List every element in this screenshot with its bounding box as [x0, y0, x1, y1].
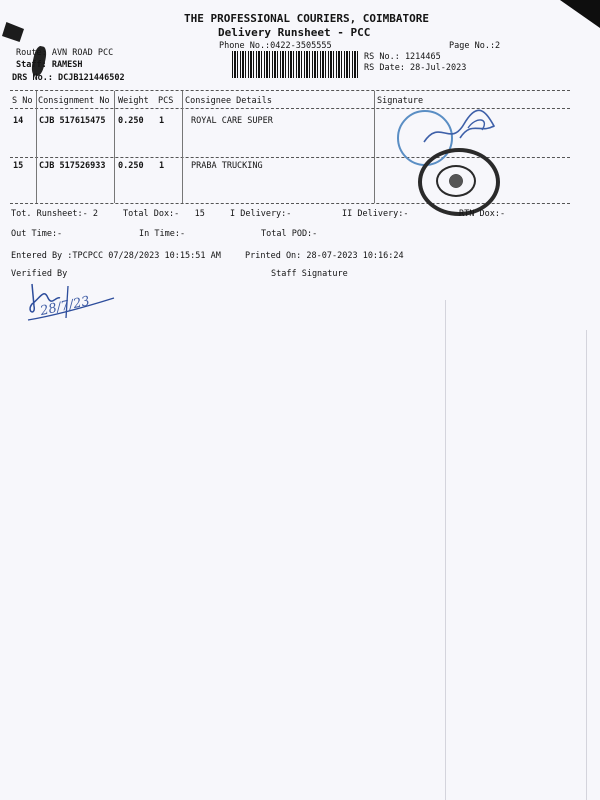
rtn-dox: RTN Dox:- [459, 209, 506, 219]
page-number: Page No.:2 [449, 41, 501, 51]
col-header-consignee: Consignee Details [185, 96, 272, 106]
out-time: Out Time:- [11, 229, 63, 239]
col-divider [374, 91, 375, 203]
row-weight: 0.250 [118, 161, 144, 171]
delivery-signature-scribble [420, 108, 500, 152]
sheet-title: Delivery Runsheet - PCC [218, 26, 371, 39]
total-dox: Total Dox:- 15 [123, 209, 205, 219]
row-pcs: 1 [159, 116, 165, 126]
col-divider [36, 91, 37, 203]
handwritten-date: 28/7/23 [38, 293, 92, 320]
i-delivery: I Delivery:- [230, 209, 292, 219]
rs-date: RS Date: 28-Jul-2023 [364, 63, 467, 73]
ii-delivery: II Delivery:- [342, 209, 409, 219]
col-header-signature: Signature [377, 96, 424, 106]
col-header-pcs: PCS [158, 96, 174, 106]
row-consignee: ROYAL CARE SUPER [191, 116, 273, 126]
in-time: In Time:- [139, 229, 186, 239]
row-consignment: CJB 517615475 [39, 116, 106, 126]
col-header-consignment: Consignment No [38, 96, 110, 106]
scan-fold-line [586, 330, 587, 800]
scan-fold-line [445, 300, 446, 800]
scan-corner-mark [560, 0, 600, 28]
row-sno: 15 [13, 161, 24, 171]
col-header-weight: Weight [118, 96, 149, 106]
verified-by-label: Verified By [11, 269, 68, 279]
row-weight: 0.250 [118, 116, 144, 126]
company-name: THE PROFESSIONAL COURIERS, COIMBATORE [184, 12, 430, 25]
row-consignee: PRABA TRUCKING [191, 161, 263, 171]
row-consignment: CJB 517526933 [39, 161, 106, 171]
ink-blot [2, 22, 24, 42]
route: Route: AVN ROAD PCC [16, 48, 114, 58]
phone-number: Phone No.:0422-3505555 [219, 41, 332, 51]
printed-on: Printed On: 28-07-2023 10:16:24 [245, 251, 404, 261]
drs-number: DRS No.: DCJB121446502 [12, 73, 125, 83]
rs-number: RS No.: 1214465 [364, 52, 441, 62]
staff-signature-label: Staff Signature [271, 269, 348, 279]
total-pod: Total POD:- [261, 229, 318, 239]
staff-name: Staff: RAMESH [16, 60, 83, 70]
col-divider [114, 91, 115, 203]
row-pcs: 1 [159, 161, 165, 171]
row-sno: 14 [13, 116, 24, 126]
seal-emblem [436, 165, 476, 197]
col-divider [182, 91, 183, 203]
entered-by: Entered By :TPCPCC 07/28/2023 10:15:51 AM [11, 251, 221, 261]
col-header-sno: S No [12, 96, 33, 106]
tot-runsheet: Tot. Runsheet:- 2 [11, 209, 98, 219]
barcode [232, 51, 358, 78]
table-top-rule [10, 90, 570, 91]
